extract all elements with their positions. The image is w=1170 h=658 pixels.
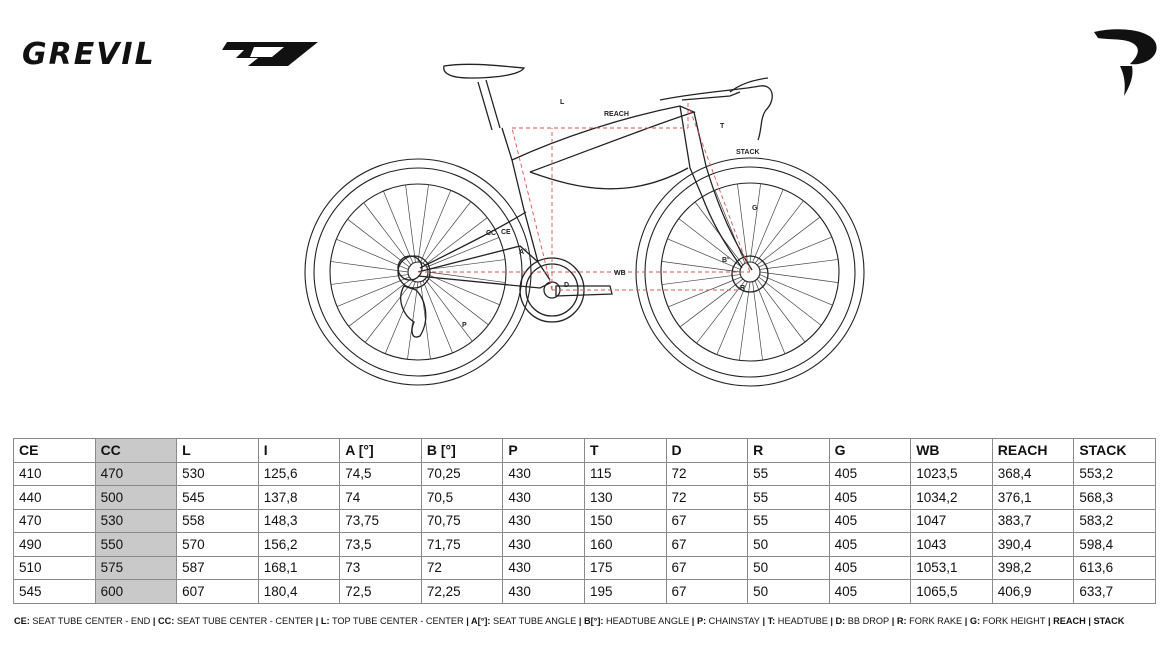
label-T: T [720, 123, 725, 130]
column-header: G [829, 439, 911, 463]
table-cell: 530 [177, 462, 259, 486]
table-cell: 405 [829, 556, 911, 580]
column-header: T [584, 439, 666, 463]
column-header: REACH [992, 439, 1074, 463]
legend-text: FORK RAKE [906, 616, 963, 626]
table-cell: 376,1 [992, 486, 1074, 510]
table-cell: 195 [584, 580, 666, 604]
legend-separator: | [1045, 616, 1054, 626]
label-D: D [564, 282, 570, 289]
table-cell: 74,5 [340, 462, 422, 486]
table-cell: 70,75 [421, 509, 503, 533]
table-cell: 130 [584, 486, 666, 510]
table-cell: 72,5 [340, 580, 422, 604]
table-cell: 430 [503, 556, 585, 580]
table-cell: 553,2 [1074, 462, 1156, 486]
table-cell: 50 [748, 556, 830, 580]
column-header: STACK [1074, 439, 1156, 463]
column-header: WB [911, 439, 993, 463]
table-cell: 430 [503, 486, 585, 510]
label-stack: STACK [736, 149, 760, 156]
legend-key: G: [969, 616, 981, 626]
geometry-table [13, 438, 1156, 604]
legend-key: CC: [158, 616, 175, 626]
label-CE: CE [501, 229, 511, 236]
legend-key: REACH [1053, 616, 1086, 626]
table-cell: 510 [14, 556, 96, 580]
table-cell: 1053,1 [911, 556, 993, 580]
legend-separator: | [576, 616, 584, 626]
table-header-row [14, 439, 1156, 463]
table-cell: 405 [829, 580, 911, 604]
legend-key: CE: [14, 616, 30, 626]
table-cell: 148,3 [258, 509, 340, 533]
table-cell: 410 [14, 462, 96, 486]
table-row [14, 556, 1156, 580]
legend-key: A[°]: [471, 616, 491, 626]
table-cell: 633,7 [1074, 580, 1156, 604]
table-row [14, 486, 1156, 510]
pinarello-p-logo-icon [1090, 26, 1162, 98]
table-cell: 583,2 [1074, 509, 1156, 533]
table-cell: 587 [177, 556, 259, 580]
table-cell: 405 [829, 533, 911, 557]
model-name: GREVIL [22, 37, 156, 70]
table-cell: 430 [503, 462, 585, 486]
table-row [14, 509, 1156, 533]
table-cell: 430 [503, 533, 585, 557]
column-header: B [°] [421, 439, 503, 463]
column-header: I [258, 439, 340, 463]
table-cell: 67 [666, 556, 748, 580]
table-cell: 490 [14, 533, 96, 557]
table-body [14, 462, 1156, 603]
table-cell: 575 [95, 556, 177, 580]
table-cell: 600 [95, 580, 177, 604]
legend-separator: | [150, 616, 158, 626]
label-L: L [560, 99, 565, 106]
column-header: L [177, 439, 259, 463]
column-header: CE [14, 439, 96, 463]
table-cell: 390,4 [992, 533, 1074, 557]
table-cell: 406,9 [992, 580, 1074, 604]
table-cell: 470 [14, 509, 96, 533]
legend-text: CHAINSTAY [706, 616, 760, 626]
table-cell: 156,2 [258, 533, 340, 557]
table-cell: 1034,2 [911, 486, 993, 510]
column-header: D [666, 439, 748, 463]
abbreviation-legend [14, 616, 1124, 626]
table-cell: 470 [95, 462, 177, 486]
legend-separator: | [759, 616, 768, 626]
table-cell: 137,8 [258, 486, 340, 510]
table-cell: 430 [503, 509, 585, 533]
table-cell: 1047 [911, 509, 993, 533]
table-cell: 175 [584, 556, 666, 580]
table-cell: 73 [340, 556, 422, 580]
table-cell: 74 [340, 486, 422, 510]
legend-text: SEAT TUBE CENTER - CENTER [174, 616, 314, 626]
table-cell: 440 [14, 486, 96, 510]
legend-key: R: [896, 616, 907, 626]
legend-key: T: [767, 616, 776, 626]
table-cell: 550 [95, 533, 177, 557]
table-cell: 558 [177, 509, 259, 533]
table-cell: 180,4 [258, 580, 340, 604]
table-cell: 72 [666, 486, 748, 510]
legend-text: SEAT TUBE CENTER - END [29, 616, 151, 626]
table-cell: 598,4 [1074, 533, 1156, 557]
legend-text: SEAT TUBE ANGLE [490, 616, 577, 626]
table-cell: 67 [666, 509, 748, 533]
legend-separator: | [463, 616, 471, 626]
table-cell: 607 [177, 580, 259, 604]
grevil-logo [22, 36, 322, 70]
table-cell: 72 [666, 462, 748, 486]
bike-geometry-diagram [300, 56, 870, 401]
column-header: CC [95, 439, 177, 463]
table-cell: 168,1 [258, 556, 340, 580]
label-R: R [740, 285, 746, 292]
legend-key: STACK [1093, 616, 1125, 626]
table-cell: 55 [748, 509, 830, 533]
legend-separator: | [962, 616, 970, 626]
table-cell: 125,6 [258, 462, 340, 486]
label-G: G [752, 205, 758, 212]
legend-key: P: [696, 616, 707, 626]
table-row [14, 462, 1156, 486]
table-cell: 405 [829, 509, 911, 533]
legend-text: HEADTUBE ANGLE [603, 616, 690, 626]
table-row [14, 533, 1156, 557]
legend-key: L: [320, 616, 330, 626]
table-cell: 398,2 [992, 556, 1074, 580]
label-P: P [462, 322, 467, 329]
legend-separator: | [689, 616, 697, 626]
table-cell: 160 [584, 533, 666, 557]
table-cell: 570 [177, 533, 259, 557]
table-cell: 383,7 [992, 509, 1074, 533]
column-header: A [°] [340, 439, 422, 463]
table-cell: 405 [829, 462, 911, 486]
label-WB: WB [614, 270, 626, 277]
table-cell: 72 [421, 556, 503, 580]
table-cell: 568,3 [1074, 486, 1156, 510]
table-cell: 500 [95, 486, 177, 510]
table-cell: 430 [503, 580, 585, 604]
label-reach: REACH [604, 111, 629, 118]
table-cell: 55 [748, 462, 830, 486]
legend-text: BB DROP [845, 616, 890, 626]
column-header: P [503, 439, 585, 463]
table-cell: 67 [666, 580, 748, 604]
legend-separator: | [1085, 616, 1094, 626]
table-cell: 70,25 [421, 462, 503, 486]
label-CC: CC [486, 230, 497, 237]
column-header: R [748, 439, 830, 463]
legend-separator: | [827, 616, 836, 626]
table-cell: 1043 [911, 533, 993, 557]
table-cell: 1065,5 [911, 580, 993, 604]
table-cell: 1023,5 [911, 462, 993, 486]
table-cell: 613,6 [1074, 556, 1156, 580]
table-cell: 71,75 [421, 533, 503, 557]
legend-key: D: [835, 616, 846, 626]
table-cell: 530 [95, 509, 177, 533]
table-cell: 545 [14, 580, 96, 604]
table-cell: 70,5 [421, 486, 503, 510]
table-cell: 150 [584, 509, 666, 533]
table-cell: 73,75 [340, 509, 422, 533]
table-row [14, 580, 1156, 604]
table-cell: 405 [829, 486, 911, 510]
table-cell: 545 [177, 486, 259, 510]
table-cell: 50 [748, 533, 830, 557]
legend-text: HEADTUBE [775, 616, 828, 626]
legend-separator: | [313, 616, 321, 626]
table-cell: 55 [748, 486, 830, 510]
legend-key: B[°]: [583, 616, 604, 626]
table-cell: 368,4 [992, 462, 1074, 486]
table-cell: 67 [666, 533, 748, 557]
legend-text: TOP TUBE CENTER - CENTER [329, 616, 464, 626]
legend-text: FORK HEIGHT [980, 616, 1046, 626]
table-cell: 115 [584, 462, 666, 486]
table-cell: 50 [748, 580, 830, 604]
legend-separator: | [889, 616, 897, 626]
label-A: A° [519, 249, 527, 256]
label-B: B° [722, 257, 730, 264]
table-cell: 72,25 [421, 580, 503, 604]
table-cell: 73,5 [340, 533, 422, 557]
